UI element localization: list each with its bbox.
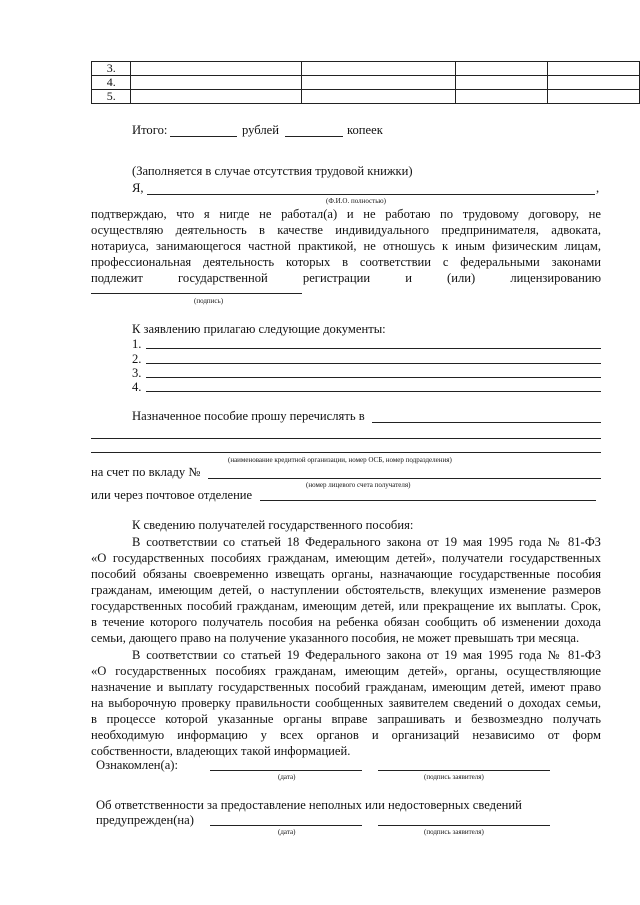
- info-p1-line-5: государственных пособий гражданам, имеющим детей, или прекращение их выплаты. Срок,: [91, 599, 601, 613]
- table-cell: [456, 76, 548, 90]
- signature-hint: (подпись): [194, 297, 224, 305]
- fio-hint: (Ф.И.О. полностью): [326, 197, 386, 205]
- account-hint: (номер лицевого счета получателя): [306, 481, 411, 489]
- bank-field[interactable]: [372, 422, 601, 423]
- bank-hint: (наименование кредитной организации, номер ОСБ, номер подразделения): [228, 456, 452, 464]
- info-p2-line-7: собственности, владеющих такой информацией.: [91, 744, 351, 758]
- declaration-signature-field[interactable]: [91, 293, 302, 294]
- table-cell: [131, 62, 301, 76]
- declaration-line-5: подлежит государственной регистрации и (или) лицензированию: [91, 271, 601, 285]
- table-cell: [301, 76, 455, 90]
- declaration-line-3: нотариуса, занимающегося частной практикой, не отношусь к иным физическим лицам,: [91, 239, 601, 253]
- table-cell: [301, 90, 455, 104]
- declaration-note: (Заполняется в случае отсутствия трудовой книжки): [132, 164, 413, 178]
- info-p1-line-2: «О государственных пособиях гражданам, имеющим детей», получатели государственных: [91, 551, 601, 565]
- info-p1-line-7: семьи, дающего право на получение указанного пособия, не может превышать три месяца.: [91, 631, 580, 645]
- acknowledge-label: Ознакомлен(а):: [96, 758, 178, 772]
- table-cell: [548, 90, 640, 104]
- attachments-title: К заявлению прилагаю следующие документы:: [132, 322, 386, 336]
- income-table: [91, 61, 640, 104]
- info-p2-line-3: назначение и выплату государственных пособий гражданам, имеющим детей, имеют право: [91, 680, 601, 694]
- acknowledge-date-field[interactable]: [210, 770, 362, 771]
- table-row: [92, 90, 640, 104]
- info-p2-line-6: необходимую информацию у всех органов и организаций независимо от форм: [91, 728, 601, 742]
- declaration-i: Я,: [132, 181, 144, 195]
- kopecks-field[interactable]: [285, 136, 343, 137]
- attachment-num-2: 2.: [132, 352, 142, 366]
- acknowledge-sign-field[interactable]: [378, 770, 550, 771]
- table-cell: [456, 62, 548, 76]
- attachment-num-3: 3.: [132, 366, 142, 380]
- post-label: или через почтовое отделение: [91, 488, 253, 502]
- declaration-line-1: подтверждаю, что я нигде не работал(а) и не работаю по трудовому договору, не: [91, 207, 601, 221]
- row-number: 4.: [92, 76, 131, 90]
- row-number: 3.: [92, 62, 131, 76]
- declaration-line-4: профессиональная деятельность которых в соответствии с федеральными законами: [91, 255, 601, 269]
- attachment-field-2[interactable]: [146, 363, 601, 364]
- responsibility-date-field[interactable]: [210, 825, 362, 826]
- responsibility-line-2: предупрежден(на): [96, 813, 194, 827]
- total-label: Итого:: [132, 123, 168, 137]
- attachment-field-1[interactable]: [146, 348, 601, 349]
- info-p2-line-2: «О государственных пособиях гражданам, имеющим детей», органы, осуществляющие: [91, 664, 601, 678]
- info-p2-line-4: на выборочную проверку правильности сообщенных заявителем сведений о доходах семьи,: [91, 696, 601, 710]
- info-p1-line-3: пособий обязаны своевременно извещать органы, назначающие государственные пособия: [91, 567, 601, 581]
- bank-field-line-2[interactable]: [91, 438, 601, 439]
- info-p2-line-1: В соответствии со статьей 19 Федерального закона от 19 мая 1995 года № 81-ФЗ: [132, 648, 601, 662]
- kopecks-label: копеек: [347, 123, 383, 137]
- responsibility-sign-field[interactable]: [378, 825, 550, 826]
- table-cell: [301, 62, 455, 76]
- table-row: [92, 62, 640, 76]
- attachment-num-1: 1.: [132, 337, 142, 351]
- transfer-label: Назначенное пособие прошу перечислять в: [132, 409, 365, 423]
- rubles-field[interactable]: [170, 136, 237, 137]
- table-cell: [131, 76, 301, 90]
- attachment-field-3[interactable]: [146, 377, 601, 378]
- acknowledge-date-hint: (дата): [278, 773, 296, 781]
- row-number: 5.: [92, 90, 131, 104]
- info-p1-line-4: гражданам, имеющим детей, о наступлении обстоятельств, влекущих изменение размеров: [91, 583, 601, 597]
- info-title: К сведению получателей государственного пособия:: [132, 518, 414, 532]
- table-cell: [548, 62, 640, 76]
- table-cell: [548, 76, 640, 90]
- table-cell: [131, 90, 301, 104]
- responsibility-sign-hint: (подпись заявителя): [424, 828, 484, 836]
- info-p1-line-1: В соответствии со статьей 18 Федерального закона от 19 мая 1995 года № 81-ФЗ: [132, 535, 601, 549]
- declaration-line-2: осуществляю деятельность в качестве индивидуального предпринимателя, адвоката,: [91, 223, 601, 237]
- info-p1-line-6: в течение которого получатель пособия на ребенка обязан сообщить об изменении дохода: [91, 615, 601, 629]
- post-field[interactable]: [260, 500, 596, 501]
- acknowledge-sign-hint: (подпись заявителя): [424, 773, 484, 781]
- fio-field[interactable]: [147, 194, 595, 195]
- rubles-label: рублей: [242, 123, 279, 137]
- table-row: [92, 76, 640, 90]
- info-p2-line-5: в процессе которой указанные органы вправе запрашивать и безвозмездно получать: [91, 712, 601, 726]
- bank-field-line-3[interactable]: [91, 452, 601, 453]
- table-cell: [456, 90, 548, 104]
- declaration-comma: ,: [596, 181, 600, 195]
- responsibility-line-1: Об ответственности за предоставление неполных или недостоверных сведений: [96, 798, 522, 812]
- attachment-field-4[interactable]: [146, 391, 601, 392]
- account-label: на счет по вкладу №: [91, 465, 201, 479]
- attachment-num-4: 4.: [132, 380, 142, 394]
- account-field[interactable]: [208, 478, 601, 479]
- responsibility-date-hint: (дата): [278, 828, 296, 836]
